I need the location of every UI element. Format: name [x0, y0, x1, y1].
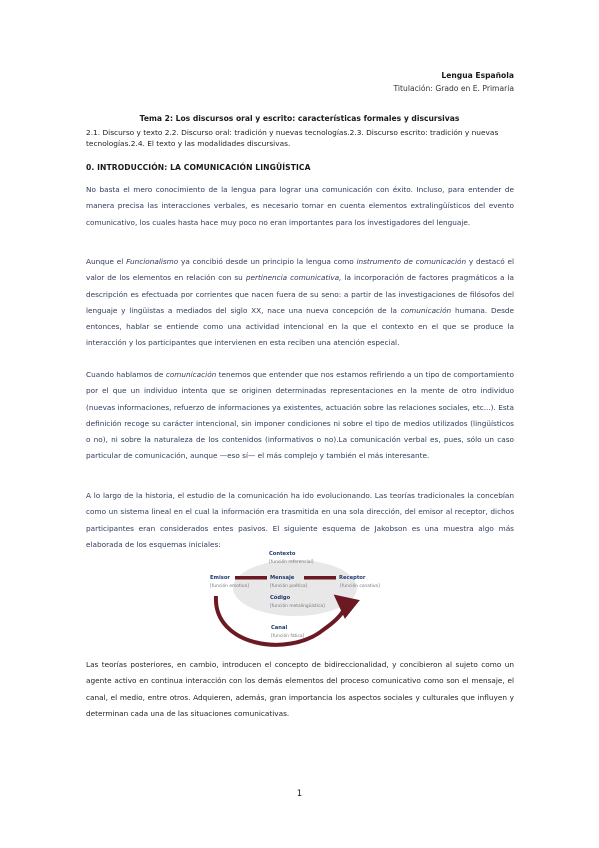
paragraph-1: No basta el mero conocimiento de la lengua para lograr una comunicación con éxito. Incluso, para entender de manera precisa las interacciones verbales, es necesario tomar en cuenta elementos extralingüísticos del evento comunicativo, los cuales hasta hace muy poco no eran importantes para los investigadores del lenguaje.	[86, 185, 514, 227]
contexto-label: Contexto	[269, 551, 296, 557]
course-name: Lengua Española	[441, 71, 514, 80]
paragraph-5: Las teorías posteriores, en cambio, introducen el concepto de bidireccionalidad, y concibieron al sujeto como un agente activo en continua interacción con los demás elementos del proceso comunicativo como son el mensaje, el canal, el medio, entre otros. Adquieren, además, gran importancia los aspectos sociales y culturales que influyen y determinan cada una de las situaciones comunicativas.	[86, 660, 514, 718]
text-run: tenemos que entender que nos estamos refiriendo a un tipo de comportamiento por el que un individuo intenta que se originen determinadas representaciones en la mente de otro individuo (nuevas informaciones, refuerzo de informaciones ya existentes, actuación sobre las relaciones sociales, etc...). Esta definición recoge su carácter intencional, sin imponer condiciones ni sobre el tipo de medios utilizados (lingüísticos o no), ni sobre la naturaleza de los contenidos (informativos o no).La comunicación verbal es, pues, sólo un caso particular de comunicación, aunque —eso sí— el más complejo y también el más interesante.	[86, 370, 514, 461]
jakobson-diagram	[203, 546, 380, 656]
codigo-label: Código	[270, 595, 291, 601]
paragraph-2	[86, 254, 514, 352]
paragraph-4: A lo largo de la historia, el estudio de la comunicación ha ido evolucionando. Las teorías tradicionales la concebían como un sistema lineal en el cual la información era trasmitida en una sola dirección, del emisor al receptor, dichos participantes eran considerados entes pasivos. El siguiente esquema de Jakobson es una muestra algo más elaborada de los esquemas iniciales:	[86, 491, 514, 549]
emphasis-run: comunicación	[400, 305, 452, 315]
emphasis-run: pertinencia comunicativa,	[245, 273, 342, 283]
codigo-function: [función metalingüística]	[270, 604, 325, 609]
text-run: humana. Desde entonces, hablar se entiende como una actividad intencional en la que el contexto en el que se produce la interacción y los participantes que intervienen en esta reciben una atención especial.	[86, 305, 514, 348]
page-number: 1	[296, 789, 303, 799]
emisor-function: [función emotiva]	[210, 584, 249, 589]
topic-title: Tema 2: Los discursos oral y escrito: características formales y discursivas	[139, 114, 460, 123]
mensaje-label: Mensaje	[270, 575, 295, 581]
emphasis-run: comunicación	[165, 370, 217, 379]
canal-function: [función fática]	[271, 634, 305, 639]
text-run: Aunque el	[86, 257, 127, 266]
degree-name: Titulación: Grado en E. Primaria	[393, 84, 514, 93]
text-run: ya concibió desde un principio la lengua como	[178, 257, 357, 266]
section-heading: 0. INTRODUCCIÓN: LA COMUNICACIÓN LINGÜÍSTICA	[86, 163, 311, 172]
text-run: Cuando hablamos de	[86, 370, 166, 379]
mensaje-function: [función poética]	[270, 584, 308, 589]
emphasis-run: instrumento de comunicación	[356, 257, 467, 266]
text-run: la incorporación de factores pragmáticos a la descripción es efectuada por corrientes que nacen fuera de su seno: a partir de las investigaciones de filósofos del lenguaje y lingüistas a mediados del siglo XX, nace una nueva concepción de la	[86, 273, 515, 315]
emisor-to-mensaje-bar	[235, 576, 267, 580]
mensaje-to-receptor-bar	[304, 576, 336, 580]
topic-subsections: 2.1. Discurso y texto 2.2. Discurso oral: tradición y nuevas tecnologías.2.3. Discurso escrito: tradición y nuevas tecnologías.2.4. El texto y las modalidades discursivas.	[86, 128, 499, 148]
emphasis-run: Funcionalismo	[126, 257, 179, 266]
receptor-function: [función conativa]	[340, 584, 380, 589]
emisor-label: Emisor	[210, 575, 230, 581]
canal-label: Canal	[271, 625, 288, 631]
contexto-function: [función referencial]	[269, 560, 314, 565]
receptor-label: Receptor	[339, 575, 366, 581]
paragraph-3	[86, 367, 514, 465]
text-run: y destacó el valor de los elementos en relación con su	[86, 257, 514, 283]
